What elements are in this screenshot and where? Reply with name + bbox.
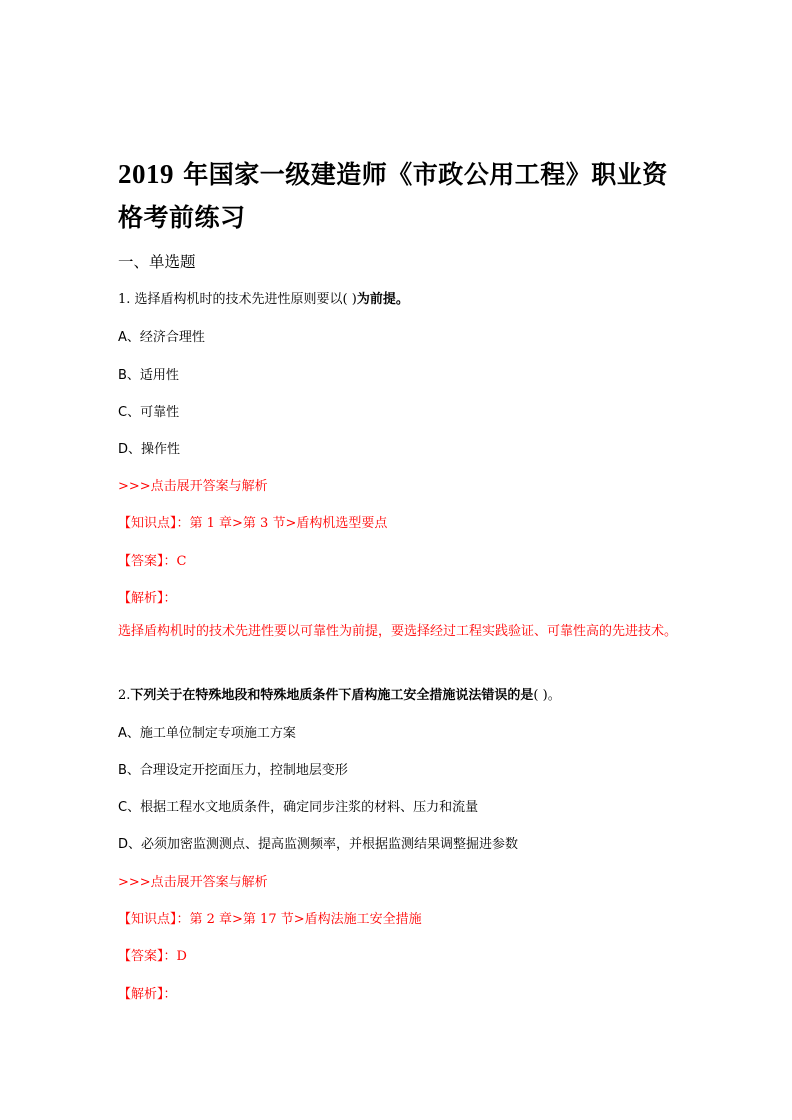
question-number: 2. <box>118 688 131 703</box>
question-1-analysis-text: 选择盾构机时的技术先进性要以可靠性为前提，要选择经过工程实践验证、可靠性高的先进技术。 <box>118 624 678 639</box>
document-title-line2: 格考前练习 <box>118 203 246 232</box>
question-1-answer: 【答案】：C <box>118 554 187 569</box>
question-2-option-c[interactable]: C、根据工程水文地质条件，确定同步注浆的材料、压力和流量 <box>118 800 479 815</box>
question-1-option-b[interactable]: B、适用性 <box>118 368 179 383</box>
question-number: 1. <box>118 292 131 307</box>
question-1-option-d[interactable]: D、操作性 <box>118 442 181 457</box>
question-2-option-b[interactable]: B、合理设定开挖面压力，控制地层变形 <box>118 763 348 778</box>
question-2-answer: 【答案】：D <box>118 949 187 964</box>
question-stem-tail: ( )。 <box>533 688 561 703</box>
question-2-expand-answer-link[interactable]: >>>点击展开答案与解析 <box>118 875 268 890</box>
question-1-option-a[interactable]: A、经济合理性 <box>118 330 205 345</box>
question-stem-text: 选择盾构机时的技术先进性原则要以( ) <box>134 292 357 307</box>
question-2-option-a[interactable]: A、施工单位制定专项施工方案 <box>118 726 296 741</box>
section-heading: 一、单选题 <box>118 253 196 271</box>
question-stem-bold: 为前提。 <box>356 292 409 307</box>
question-2-analysis-label: 【解析】： <box>118 987 177 1002</box>
question-2-option-d[interactable]: D、必须加密监测测点、提高监测频率，并根据监测结果调整掘进参数 <box>118 837 519 852</box>
title-text: 年国家一级建造师《市政公用工程》职业资 <box>174 160 668 189</box>
question-1-analysis-label: 【解析】： <box>118 591 177 606</box>
question-1-expand-answer-link[interactable]: >>>点击展开答案与解析 <box>118 479 268 494</box>
question-1-knowledge-point: 【知识点】：第 1 章>第 3 节>盾构机选型要点 <box>118 516 388 531</box>
document-title-line1 <box>118 152 668 197</box>
question-stem-bold: 下列关于在特殊地段和特殊地质条件下盾构施工安全措施说法错误的是 <box>130 688 534 703</box>
question-2-knowledge-point: 【知识点】：第 2 章>第 17 节>盾构法施工安全措施 <box>118 912 422 927</box>
question-2-stem <box>118 684 561 703</box>
title-year: 2019 <box>118 159 174 189</box>
question-1-option-c[interactable]: C、可靠性 <box>118 405 180 420</box>
question-1-stem <box>118 288 409 307</box>
